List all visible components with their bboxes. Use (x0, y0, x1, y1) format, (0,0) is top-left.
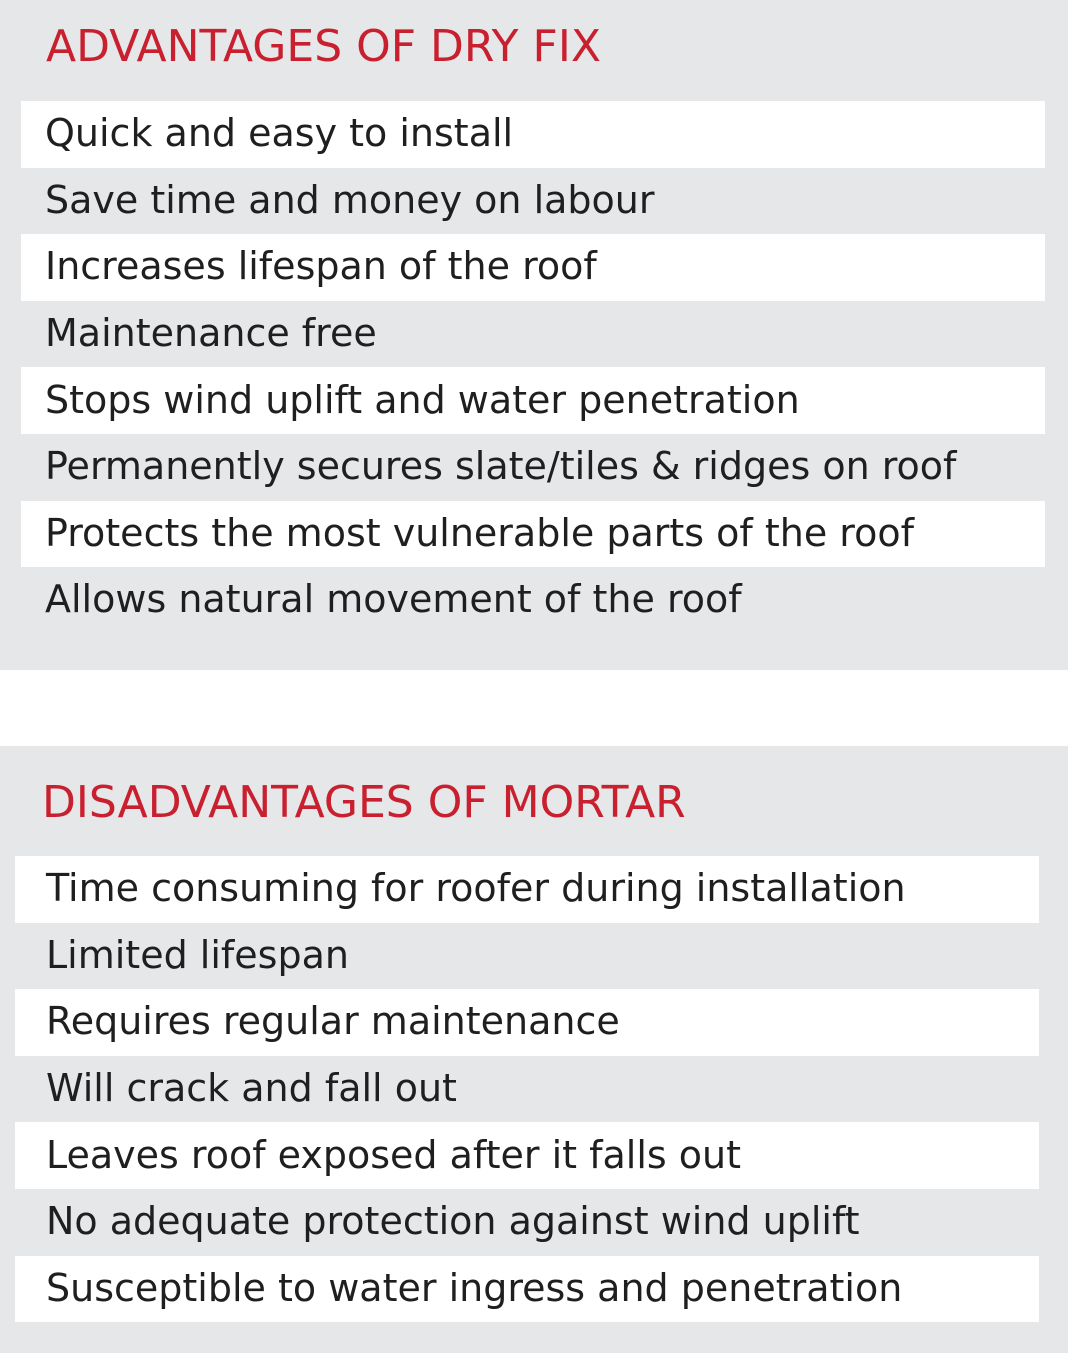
advantages-title: ADVANTAGES OF DRY FIX (46, 21, 601, 72)
advantage-item-text: Maintenance free (45, 311, 377, 356)
advantage-item-text: Allows natural movement of the roof (45, 577, 742, 622)
advantage-item-text: Increases lifespan of the roof (45, 244, 597, 289)
disadvantage-item (15, 1256, 1039, 1323)
advantage-item-text: Protects the most vulnerable parts of the roof (45, 510, 914, 555)
disadvantage-item-text: Time consuming for roofer during installation (46, 866, 906, 911)
disadvantage-item-text: Leaves roof exposed after it falls out (46, 1132, 742, 1177)
disadvantages-list (15, 856, 1039, 1322)
advantage-item (21, 434, 1045, 501)
advantage-item (21, 501, 1045, 568)
advantages-list (21, 101, 1045, 634)
disadvantage-item (15, 1189, 1039, 1256)
advantage-item (21, 234, 1045, 301)
advantage-item-text: Permanently secures slate/tiles & ridges on roof (45, 444, 957, 489)
advantage-item (21, 168, 1045, 235)
advantage-item-text: Quick and easy to install (45, 111, 514, 156)
advantage-item (21, 567, 1045, 634)
disadvantage-item-text: Will crack and fall out (46, 1066, 457, 1111)
advantage-item (21, 101, 1045, 168)
disadvantage-item (15, 856, 1039, 923)
advantage-item-text: Stops wind uplift and water penetration (45, 377, 800, 422)
advantage-item (21, 301, 1045, 368)
advantage-item (21, 367, 1045, 434)
disadvantage-item-text: No adequate protection against wind uplift (46, 1199, 860, 1244)
disadvantages-title: DISADVANTAGES OF MORTAR (42, 777, 686, 828)
disadvantage-item (15, 923, 1039, 990)
disadvantages-panel (0, 746, 1068, 1353)
disadvantage-item (15, 1056, 1039, 1123)
disadvantage-item (15, 1122, 1039, 1189)
disadvantage-item-text: Susceptible to water ingress and penetration (46, 1265, 903, 1310)
disadvantage-item (15, 989, 1039, 1056)
disadvantage-item-text: Requires regular maintenance (46, 999, 620, 1044)
advantages-panel (0, 0, 1068, 670)
disadvantage-item-text: Limited lifespan (46, 932, 349, 977)
advantage-item-text: Save time and money on labour (45, 177, 655, 222)
